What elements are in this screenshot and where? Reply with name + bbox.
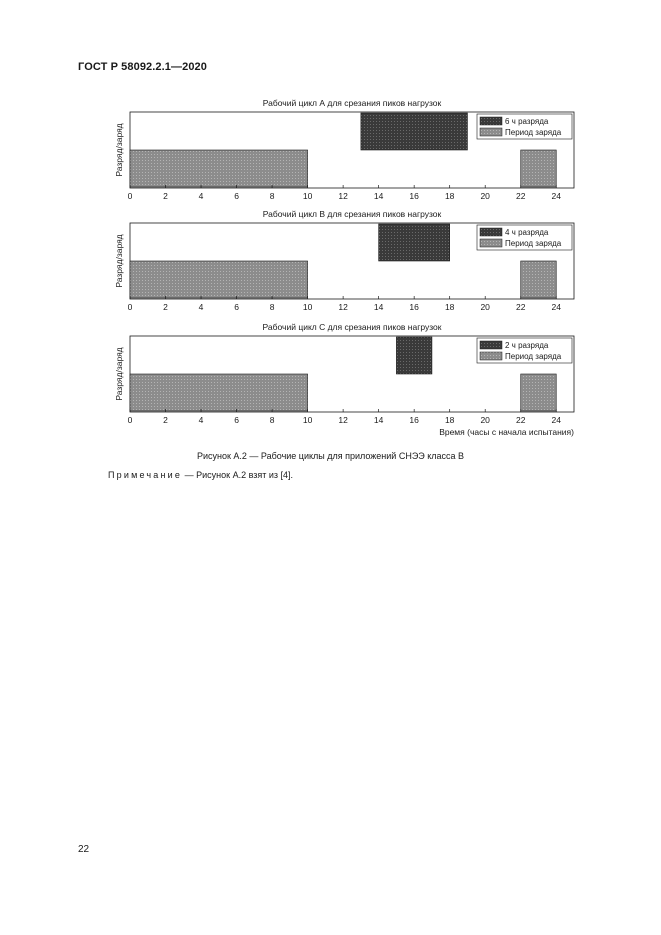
chart-1-xtick-label-22: 22 [515, 191, 526, 201]
chart-1-xtick-label-14: 14 [373, 191, 384, 201]
figure-note [108, 470, 293, 480]
chart-2-ylabel: Разряд/заряд [114, 234, 124, 288]
chart-2-xtick-label-2: 2 [163, 302, 168, 312]
chart-3-xlabel: Время (часы с начала испытания) [439, 427, 574, 437]
chart-3-xtick-label-12: 12 [338, 415, 348, 425]
chart-3-xtick-label-24: 24 [551, 415, 561, 425]
chart-1-charge-bar-2 [521, 150, 557, 187]
chart-3-xtick-label-4: 4 [198, 415, 204, 425]
chart-2-title: Рабочий цикл В для срезания пиков нагрузок [262, 209, 442, 219]
chart-1-xtick-label-18: 18 [444, 191, 455, 201]
chart-2-xtick-label-20: 20 [480, 302, 490, 312]
chart-1-legend-swatch-1 [480, 117, 502, 125]
chart-3-legend-label-1: 2 ч разряда [505, 341, 549, 350]
chart-1-xtick-label-6: 6 [234, 191, 239, 201]
chart-3-discharge-bar-1 [396, 337, 432, 374]
document-header: ГОСТ Р 58092.2.1—2020 [78, 61, 207, 73]
chart-2-xtick-label-0: 0 [127, 302, 133, 312]
chart-3-xtick-label-0: 0 [127, 415, 133, 425]
chart-3-xtick-label-16: 16 [409, 415, 419, 425]
chart-1-legend-swatch-2 [480, 128, 502, 136]
chart-1-xtick-label-16: 16 [409, 191, 419, 201]
chart-1-xtick-label-12: 12 [338, 191, 348, 201]
chart-3-xtick-label-8: 8 [269, 415, 275, 425]
page-number: 22 [78, 844, 90, 855]
chart-3-xtick-label-20: 20 [480, 415, 490, 425]
chart-3-xtick-label-22: 22 [515, 415, 526, 425]
chart-3-ylabel: Разряд/заряд [114, 347, 124, 401]
chart-3-charge-bar-1 [130, 374, 308, 411]
chart-1-xtick-label-4: 4 [198, 191, 204, 201]
chart-1-xtick-label-20: 20 [480, 191, 490, 201]
chart-1-xtick-label-0: 0 [127, 191, 133, 201]
chart-2-legend-label-1: 4 ч разряда [505, 228, 549, 237]
chart-2-xtick-label-14: 14 [373, 302, 384, 312]
chart-3-title: Рабочий цикл С для срезания пиков нагрузок [262, 322, 442, 332]
chart-2-xtick-label-18: 18 [444, 302, 455, 312]
chart-1-xtick-label-8: 8 [269, 191, 275, 201]
chart-2-charge-bar-1 [130, 261, 308, 298]
chart-1-xtick-label-2: 2 [163, 191, 168, 201]
chart-3-charge-bar-2 [521, 374, 557, 411]
chart-1-legend-label-1: 6 ч разряда [505, 117, 549, 126]
chart-2-xtick-label-24: 24 [551, 302, 561, 312]
chart-2-legend-swatch-2 [480, 239, 502, 247]
note-label: Примечание [108, 470, 183, 480]
chart-2-xtick-label-8: 8 [269, 302, 275, 312]
chart-2-discharge-bar-1 [379, 224, 450, 261]
chart-1-xtick-label-10: 10 [302, 191, 313, 201]
chart-1-xtick-label-24: 24 [551, 191, 561, 201]
chart-1-ylabel: Разряд/заряд [114, 123, 124, 177]
chart-3-xtick-label-6: 6 [234, 415, 239, 425]
note-text: Рисунок А.2 взят из [4]. [196, 470, 294, 480]
chart-2-xtick-label-6: 6 [234, 302, 239, 312]
chart-2-legend-label-2: Период заряда [505, 239, 562, 248]
chart-2-xtick-label-10: 10 [302, 302, 313, 312]
chart-3-legend-swatch-1 [480, 341, 502, 349]
chart-3-xtick-label-18: 18 [444, 415, 455, 425]
chart-2-xtick-label-4: 4 [198, 302, 204, 312]
chart-3-xtick-label-2: 2 [163, 415, 168, 425]
chart-3-xtick-label-10: 10 [302, 415, 313, 425]
note-dash: — [184, 470, 194, 480]
chart-1-charge-bar-1 [130, 150, 308, 187]
chart-3-legend-swatch-2 [480, 352, 502, 360]
chart-2-xtick-label-22: 22 [515, 302, 526, 312]
chart-1-discharge-bar-1 [361, 113, 468, 150]
figure-caption: Рисунок А.2 — Рабочие циклы для приложений СНЭЭ класса В [196, 451, 465, 461]
chart-1-legend-label-2: Период заряда [505, 128, 562, 137]
duty-cycle-charts [0, 0, 661, 445]
chart-3-legend-label-2: Период заряда [505, 352, 562, 361]
chart-1-title: Рабочий цикл А для срезания пиков нагрузок [262, 98, 442, 108]
chart-2-charge-bar-2 [521, 261, 557, 298]
chart-2-legend-swatch-1 [480, 228, 502, 236]
chart-2-xtick-label-12: 12 [338, 302, 348, 312]
chart-3-xtick-label-14: 14 [373, 415, 384, 425]
chart-2-xtick-label-16: 16 [409, 302, 419, 312]
